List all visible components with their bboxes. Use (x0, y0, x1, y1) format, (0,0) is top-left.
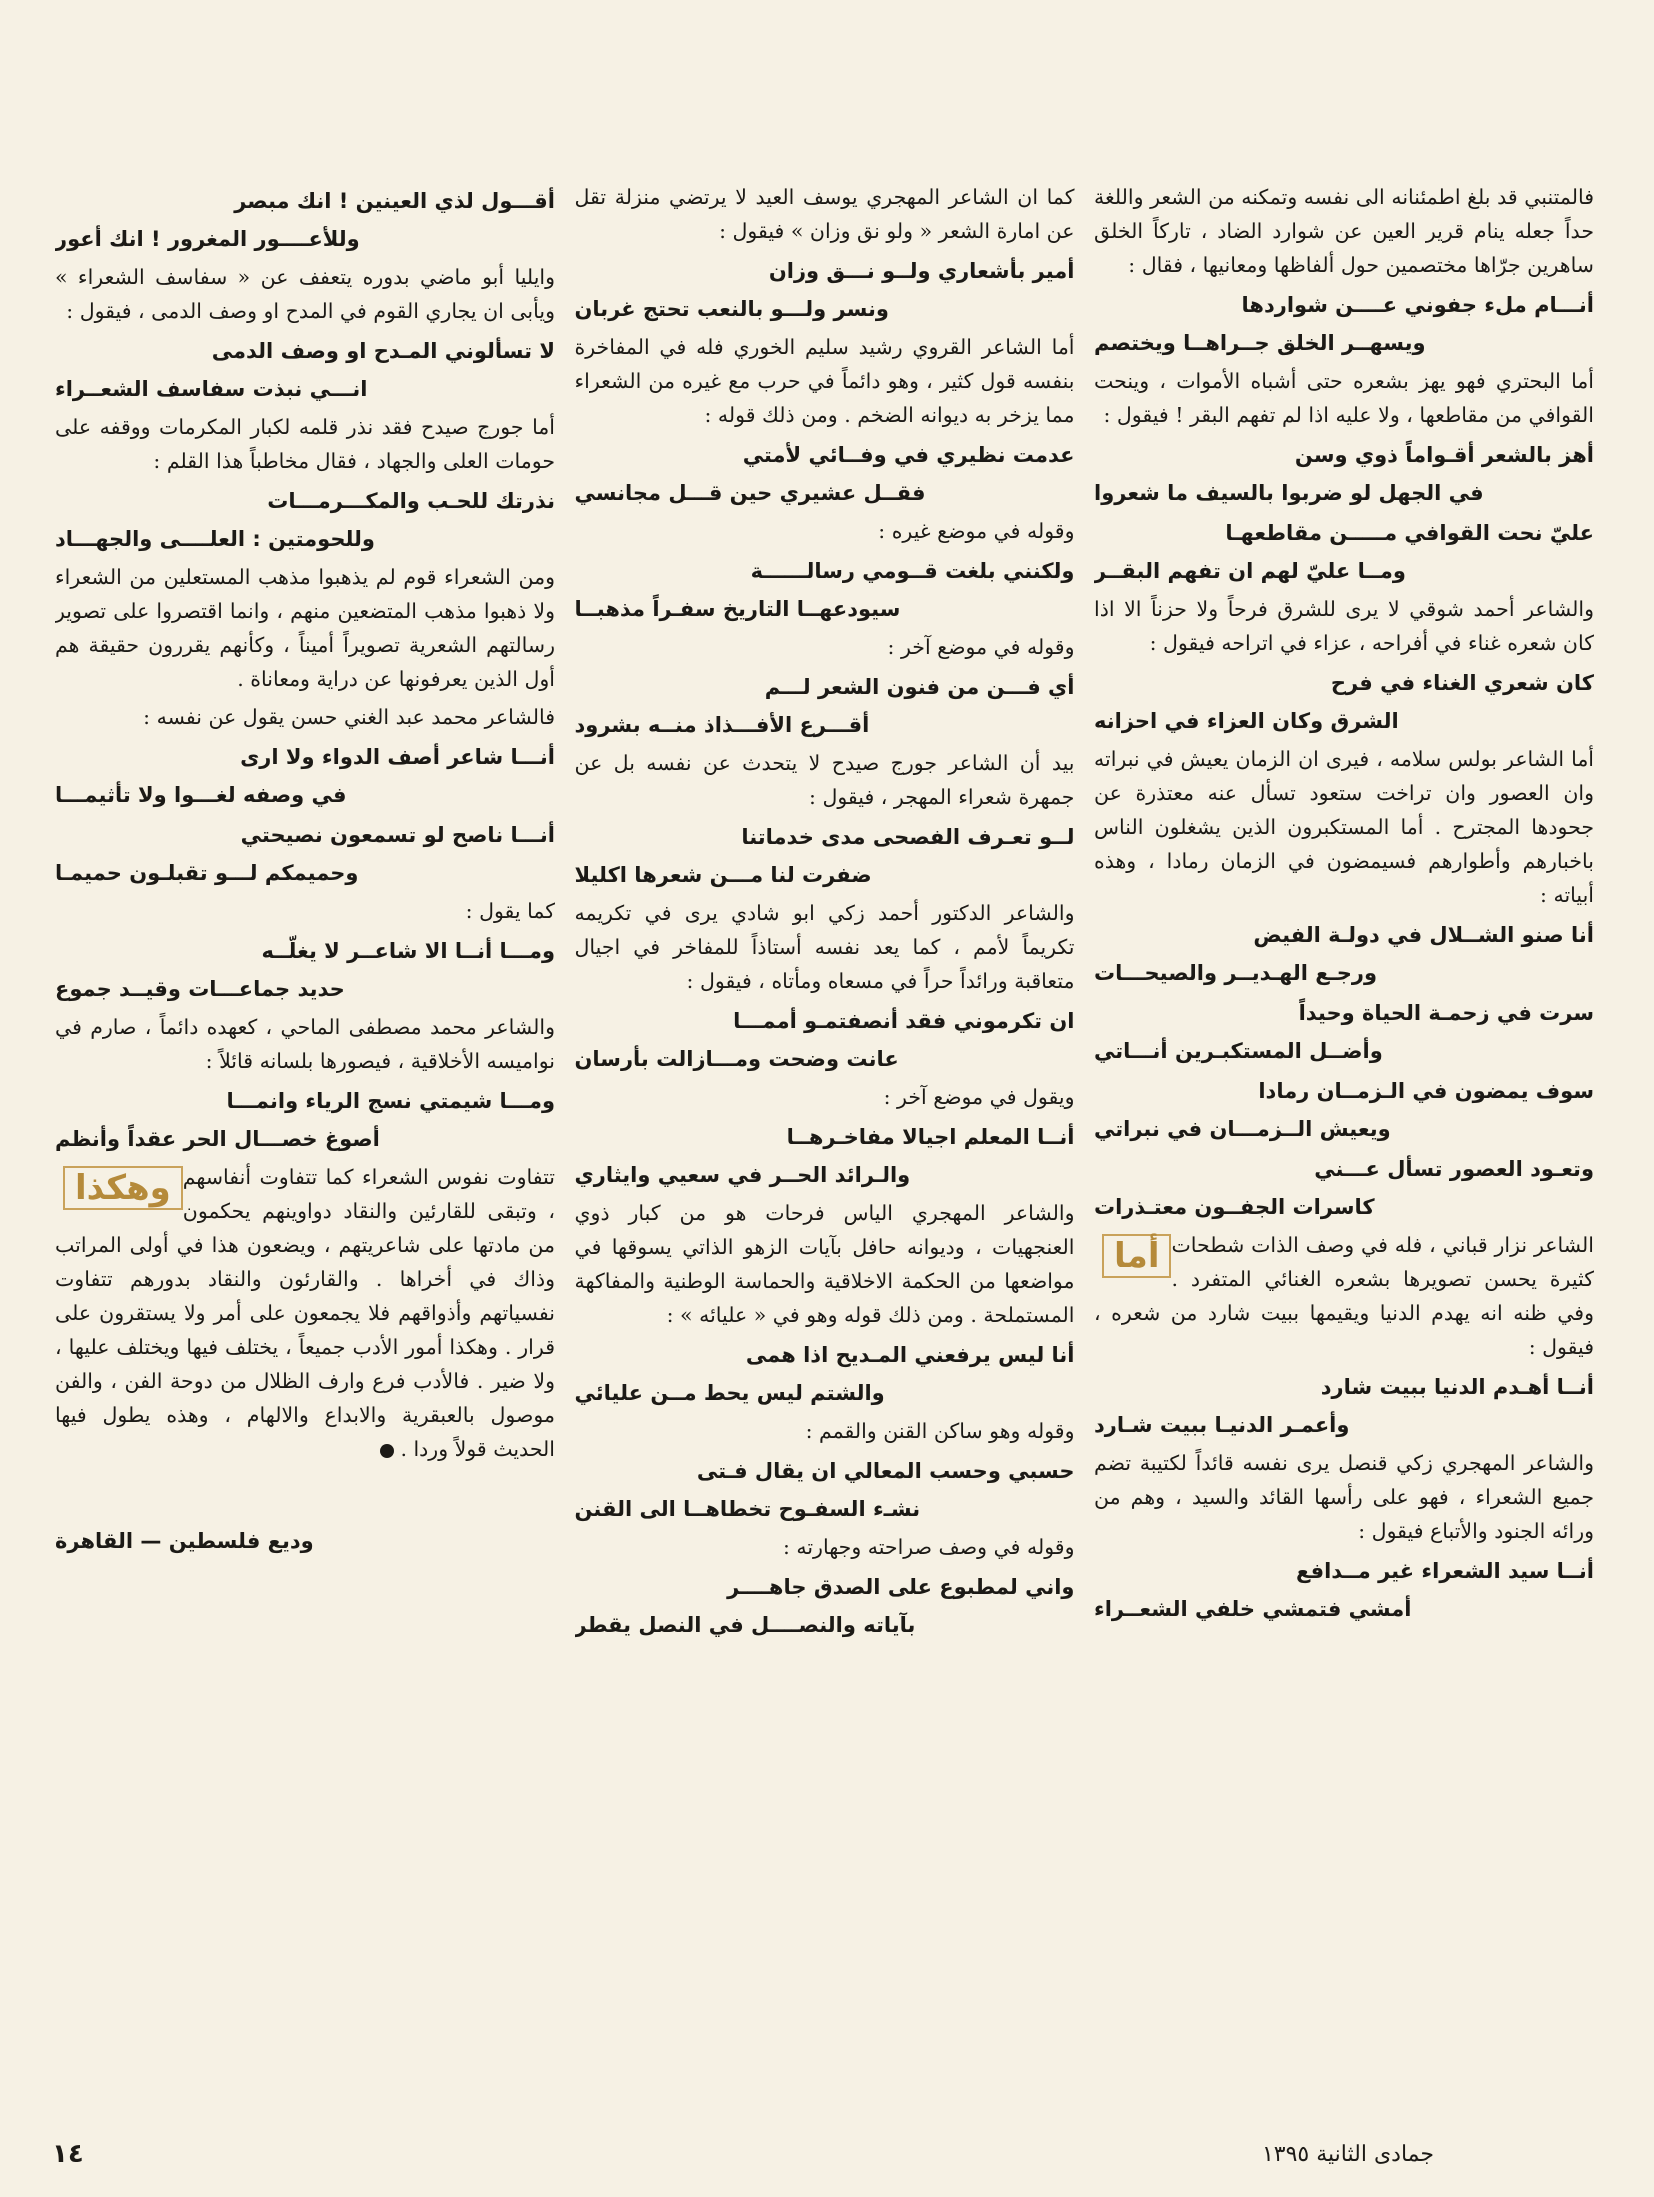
paragraph-text: والشاعر المهجري زكي قنصل يرى نفسه قائداً لكتيبة تضم جميع الشعراء ، فهو على رأسها القائد والسيد ، وهم من ورائه الجنود والأتباع فيقول : (1094, 1451, 1594, 1543)
end-of-article-mark (380, 1444, 394, 1458)
article-column-middle (575, 180, 1075, 2050)
article-columns (55, 180, 1594, 2050)
paragraph (55, 894, 555, 928)
verse-first-hemistich: واني لمطبوع على الصدق جاهــــر (727, 1575, 1075, 1599)
paragraph-text: أما الشاعر القروي رشيد سليم الخوري فله في المفاخرة بنفسه قول كثير ، وهو دائماً في حرب مع غيره من الشعراء مما يزخر به ديوانه الضخم . ومن ذلك قوله : (574, 335, 1075, 427)
verse-first-hemistich: أي فـــن من فنون الشعر لـــم (764, 675, 1075, 699)
verse-couplet (55, 182, 555, 258)
paragraph (55, 1010, 555, 1078)
paragraph (55, 410, 555, 478)
paragraph-text: ويقول في موضع آخر : (883, 1085, 1075, 1109)
verse-second-hemistich: أقـــرع الأفـــذاذ منــه بشرود (574, 713, 870, 737)
paragraph (575, 330, 1075, 432)
verse-second-hemistich: فقــل عشيري حين قـــل مجانسي (574, 481, 926, 505)
verse-second-hemistich: أمشي فتمشي خلفي الشعــراء (1094, 1597, 1412, 1621)
verse-couplet (55, 738, 555, 814)
ornamental-initial: وهكذا (63, 1166, 183, 1210)
verse-couplet (575, 1452, 1075, 1528)
verse-second-hemistich: ضفرت لنا مـــن شعرها اكليلا (574, 863, 872, 887)
ornamental-initial: أما (1102, 1234, 1171, 1278)
paragraph-text: ومن الشعراء قوم لم يذهبوا مذهب المستعلين من الشعراء ولا ذهبوا مذهب المتضعين منهم ، وانما اقتصروا على تصوير رسالتهم الشعرية تصويراً أميناً ، وكأنهم يقررون حقيقة هم أول الذين يعرفونها عن دراية ومعاناة . (55, 565, 555, 691)
verse-first-hemistich: سرت في زحمـة الحياة وحيداً (1298, 1001, 1594, 1025)
verse-first-hemistich: ولكنني بلغت قــومي رسالــــــة (750, 559, 1075, 583)
verse-couplet (1094, 436, 1594, 512)
verse-couplet (55, 482, 555, 558)
paragraph-text: بيد أن الشاعر جورج صيدح لا يتحدث عن نفسه بل عن جمهرة شعراء المهجر ، فيقول : (574, 751, 1075, 809)
verse-first-hemistich: أنا ليس يرفعني المـديح اذا همى (745, 1343, 1075, 1367)
verse-first-hemistich: أنـــا شاعر أصف الدواء ولا ارى (240, 745, 555, 769)
verse-couplet (1094, 514, 1594, 590)
verse-couplet (575, 1568, 1075, 1644)
paragraph-text: وقوله وهو ساكن القنن والقمم : (805, 1419, 1075, 1443)
paragraph (575, 630, 1075, 664)
paragraph-text: وقوله في موضع غيره : (878, 519, 1075, 543)
verse-second-hemistich: نشـء السفـوح تخطاهــا الى القنن (574, 1497, 921, 1521)
verse-couplet (1094, 1552, 1594, 1628)
verse-second-hemistich: ورجـع الهـديــر والصيحـــات (1094, 961, 1378, 985)
paragraph (575, 746, 1075, 814)
verse-couplet (1094, 1072, 1594, 1148)
verse-first-hemistich: سوف يمضون في الـزمــان رمادا (1258, 1079, 1594, 1103)
paragraph-text: أما الشاعر بولس سلامه ، فيرى ان الزمان يعيش في نبراته وان العصور وان تراخت ستعود تسأل عنه معتذرة عن جحودها المجترح . أما المستكبرون الذين يشغلون الناس باخبارهم وأطوارهم فسيمضون في الزمان رمادا ، وهذه أبياته : (1094, 747, 1594, 907)
verse-couplet (575, 818, 1075, 894)
paragraph (1094, 742, 1594, 912)
verse-second-hemistich: أصوغ خصـــال الحر عقداً وأنظم (55, 1127, 380, 1151)
article-column-right (1094, 180, 1594, 2050)
verse-couplet (575, 1336, 1075, 1412)
verse-couplet (575, 252, 1075, 328)
verse-second-hemistich: كاسرات الجفــون معتـذرات (1094, 1195, 1375, 1219)
verse-first-hemistich: أمير بأشعاري ولــو نـــق وزان (768, 259, 1075, 283)
verse-first-hemistich: أنــا سيد الشعراء غير مــدافع (1296, 1559, 1594, 1583)
verse-second-hemistich: حديد جماعـــات وقيــد جموع (55, 977, 345, 1001)
paragraph-text: فالمتنبي قد بلغ اطمئنانه الى نفسه وتمكنه من الشعر واللغة حداً جعله ينام قرير العين عن شوارد الضاد ، تاركاً الخلق ساهرين جرّاها مختصمين حول ألفاظها ومعانيها ، فقال : (1094, 185, 1594, 277)
verse-second-hemistich: ويعيش الــزمـــان في نبراتي (1094, 1117, 1391, 1141)
paragraph (1094, 1228, 1594, 1364)
verse-first-hemistich: عدمت نظيري في وفــائي لأمتي (742, 443, 1075, 467)
paragraph (575, 180, 1075, 248)
verse-first-hemistich: لــو تعـرف الفصحى مدى خدماتنا (741, 825, 1075, 849)
verse-couplet (55, 816, 555, 892)
paragraph-text: وقوله في موضع آخر : (887, 635, 1075, 659)
paragraph (575, 1530, 1075, 1564)
paragraph-text: وايليا أبو ماضي بدوره يتعفف عن « سفاسف الشعراء » ويأبى ان يجاري القوم في المدح او وصف الدمى ، فيقول : (55, 265, 555, 323)
verse-second-hemistich: وللأعــــور المغرور ! انك أعور (55, 227, 360, 251)
page-number: ١٤ (52, 2139, 84, 2169)
verse-second-hemistich: وحميمكم لـــو تقبلـون حميمـا (55, 861, 359, 885)
paragraph-text: الشاعر نزار قباني ، فله في وصف الذات شطحات كثيرة يحسن تصويرها بشعره الغنائي المتفرد . وفي ظنه انه يهدم الدنيا ويقيمها ببيت شارد من شعره ، فيقول : (1094, 1233, 1594, 1359)
verse-couplet (575, 1118, 1075, 1194)
verse-second-hemistich: والشتم ليس يحط مــن عليائي (574, 1381, 885, 1405)
verse-second-hemistich: ويسهــر الخلق جــراهــا ويختصم (1094, 331, 1426, 355)
verse-first-hemistich: أنــا أهـدم الدنيا ببيت شارد (1320, 1375, 1594, 1399)
paragraph (55, 260, 555, 328)
verse-first-hemistich: أنا صنو الشــلال في دولـة الفيض (1253, 923, 1594, 947)
paragraph-text: كما يقول : (465, 899, 555, 923)
verse-couplet (55, 1082, 555, 1158)
verse-second-hemistich: سيودعهــا التاريخ سفـراً مذهبــا (574, 597, 901, 621)
verse-second-hemistich: الشرق وكان العزاء في احزانه (1094, 709, 1399, 733)
verse-first-hemistich: كان شعري الغناء في فرح (1330, 671, 1594, 695)
paragraph-text: كما ان الشاعر المهجري يوسف العيد لا يرتضي منزلة تقل عن امارة الشعر « ولو نق وزان » فيقول : (574, 185, 1075, 243)
verse-second-hemistich: ونسر ولـــو بالنعب تحتج غربان (574, 297, 889, 321)
verse-second-hemistich: ومــا عليّ لهم ان تفهم البقــر (1094, 559, 1406, 583)
paragraph (575, 1080, 1075, 1114)
issue-date: جمادى الثانية ١٣٩٥ (1261, 2142, 1434, 2167)
paragraph-text: وقوله في وصف صراحته وجهارته : (782, 1535, 1075, 1559)
paragraph (1094, 180, 1594, 282)
verse-couplet (1094, 286, 1594, 362)
paragraph (575, 1414, 1075, 1448)
paragraph-text: والشاعر أحمد شوقي لا يرى للشرق فرحاً ولا حزناً الا اذا كان شعره غناء في أفراحه ، عزاء في اتراحه فيقول : (1094, 597, 1594, 655)
verse-first-hemistich: أقـــول لذي العينين ! انك مبصر (234, 189, 555, 213)
verse-first-hemistich: أهز بالشعر أقـواماً ذوي وسن (1294, 443, 1594, 467)
verse-first-hemistich: حسبي وحسب المعالي ان يقال فـتى (696, 1459, 1075, 1483)
verse-first-hemistich: لا تسألوني المـدح او وصف الدمى (211, 339, 555, 363)
paragraph-text: والشاعر محمد مصطفى الماحي ، كعهده دائماً ، صارم في نواميسه الأخلاقية ، فيصورها بلسانه قائلاً : (55, 1015, 555, 1073)
author-signature: وديع فلسطين — القاهرة (55, 1529, 314, 1553)
verse-second-hemistich: والـرائد الحــر في سعيي وايثاري (574, 1163, 911, 1187)
paragraph (1094, 364, 1594, 432)
verse-first-hemistich: أنـــا ناصح لو تسمعون نصيحتي (240, 823, 555, 847)
paragraph (575, 1196, 1075, 1332)
verse-second-hemistich: وأعمـر الدنيـا ببيت شـارد (1094, 1413, 1350, 1437)
verse-first-hemistich: أنـــام ملء جفوني عــــن شواردها (1241, 293, 1594, 317)
verse-second-hemistich: انـــي نبذت سفاسف الشعــراء (55, 377, 368, 401)
paragraph-text: والشاعر الدكتور أحمد زكي ابو شادي يرى في تكريمه تكريماً لأمم ، كما يعد نفسه أستاذاً للمفاخر في اجيال متعاقبة ورائداً حراً في مسعاه ومأتاه ، فيقول : (574, 901, 1075, 993)
article-column-left (55, 180, 555, 2050)
paragraph (55, 560, 555, 696)
paragraph (1094, 1446, 1594, 1548)
paragraph (55, 1160, 555, 1466)
verse-couplet (55, 932, 555, 1008)
verse-first-hemistich: ومـــا أنــا الا شاعــر لا يغلّــه (261, 939, 555, 963)
paragraph-text: أما البحتري فهو يهز بشعره حتى أشباه الأموات ، وينحت القوافي من مقاطعها ، ولا عليه اذا لم تفهم البقر ! فيقول : (1094, 369, 1594, 427)
verse-couplet (1094, 664, 1594, 740)
paragraph-text: أما جورج صيدح فقد نذر قلمه لكبار المكرمات ووقفه على حومات العلى والجهاد ، فقال مخاطباً هذا القلم : (55, 415, 555, 473)
paragraph-text: والشاعر المهجري الياس فرحات هو من كبار ذوي العنجهيات ، وديوانه حافل بآيات الزهو الذاتي يسوقها في مواضعها من الحكمة الاخلاقية والحماسة الوطنية والمفاكهة المستملحة . ومن ذلك قوله وهو في « عليائه » : (574, 1201, 1075, 1327)
verse-couplet (1094, 1368, 1594, 1444)
verse-couplet (575, 668, 1075, 744)
verse-first-hemistich: عليّ نحت القوافي مـــــن مقاطعهـا (1225, 521, 1594, 545)
paragraph-text: فالشاعر محمد عبد الغني حسن يقول عن نفسه : (143, 705, 555, 729)
verse-second-hemistich: بآياته والنصــــل في النصل يقطر (574, 1613, 916, 1637)
paragraph (575, 896, 1075, 998)
verse-first-hemistich: أنــا المعلم اجيالا مفاخـرهــا (786, 1125, 1075, 1149)
verse-first-hemistich: ومـــا شيمتي نسج الرياء وانمـــا (226, 1089, 555, 1113)
verse-couplet (1094, 994, 1594, 1070)
verse-second-hemistich: في الجهل لو ضربوا بالسيف ما شعروا (1094, 481, 1484, 505)
verse-first-hemistich: ان تكرموني فقد أنصفتمـو أممـــا (733, 1009, 1075, 1033)
paragraph (575, 514, 1075, 548)
verse-couplet (1094, 916, 1594, 992)
verse-second-hemistich: عانت وضحت ومـــازالت بأرسان (574, 1047, 899, 1071)
verse-couplet (1094, 1150, 1594, 1226)
verse-first-hemistich: نذرتك للحـب والمكـــرمـــات (267, 489, 555, 513)
verse-couplet (575, 1002, 1075, 1078)
verse-couplet (575, 436, 1075, 512)
verse-couplet (55, 332, 555, 408)
verse-couplet (575, 552, 1075, 628)
verse-second-hemistich: وأضــل المستكبـرين أنـــاتي (1094, 1039, 1383, 1063)
paragraph-text: تتفاوت نفوس الشعراء كما تتفاوت أنفاسهم ، وتبقى للقارئين والنقاد دواوينهم يحكمون من مادتها على شاعريتهم ، ويضعون هذا في أولى المراتب وذاك في أخراها . والقارئون والنقاد بدورهم تتفاوت نفسياتهم وأذواقهم فلا يجمعون على أمر ولا يستقرون على قرار . وهكذا أمور الأدب جميعاً ، يختلف فيها ويختلف عليها ، ولا ضير . فالأدب فرع وارف الظلال من دوحة الفن ، والفن موصول بالعبقرية والابداع والالهام ، وهذه يطول فيها الحديث قولاً وردا . (55, 1165, 555, 1461)
verse-first-hemistich: وتعـود العصور تسأل عـــني (1314, 1157, 1594, 1181)
paragraph (55, 700, 555, 734)
verse-second-hemistich: في وصفه لغـــوا ولا تأثيمـــا (55, 783, 347, 807)
paragraph (1094, 592, 1594, 660)
verse-second-hemistich: وللحومتين : العلــــى والجهـــاد (55, 527, 375, 551)
